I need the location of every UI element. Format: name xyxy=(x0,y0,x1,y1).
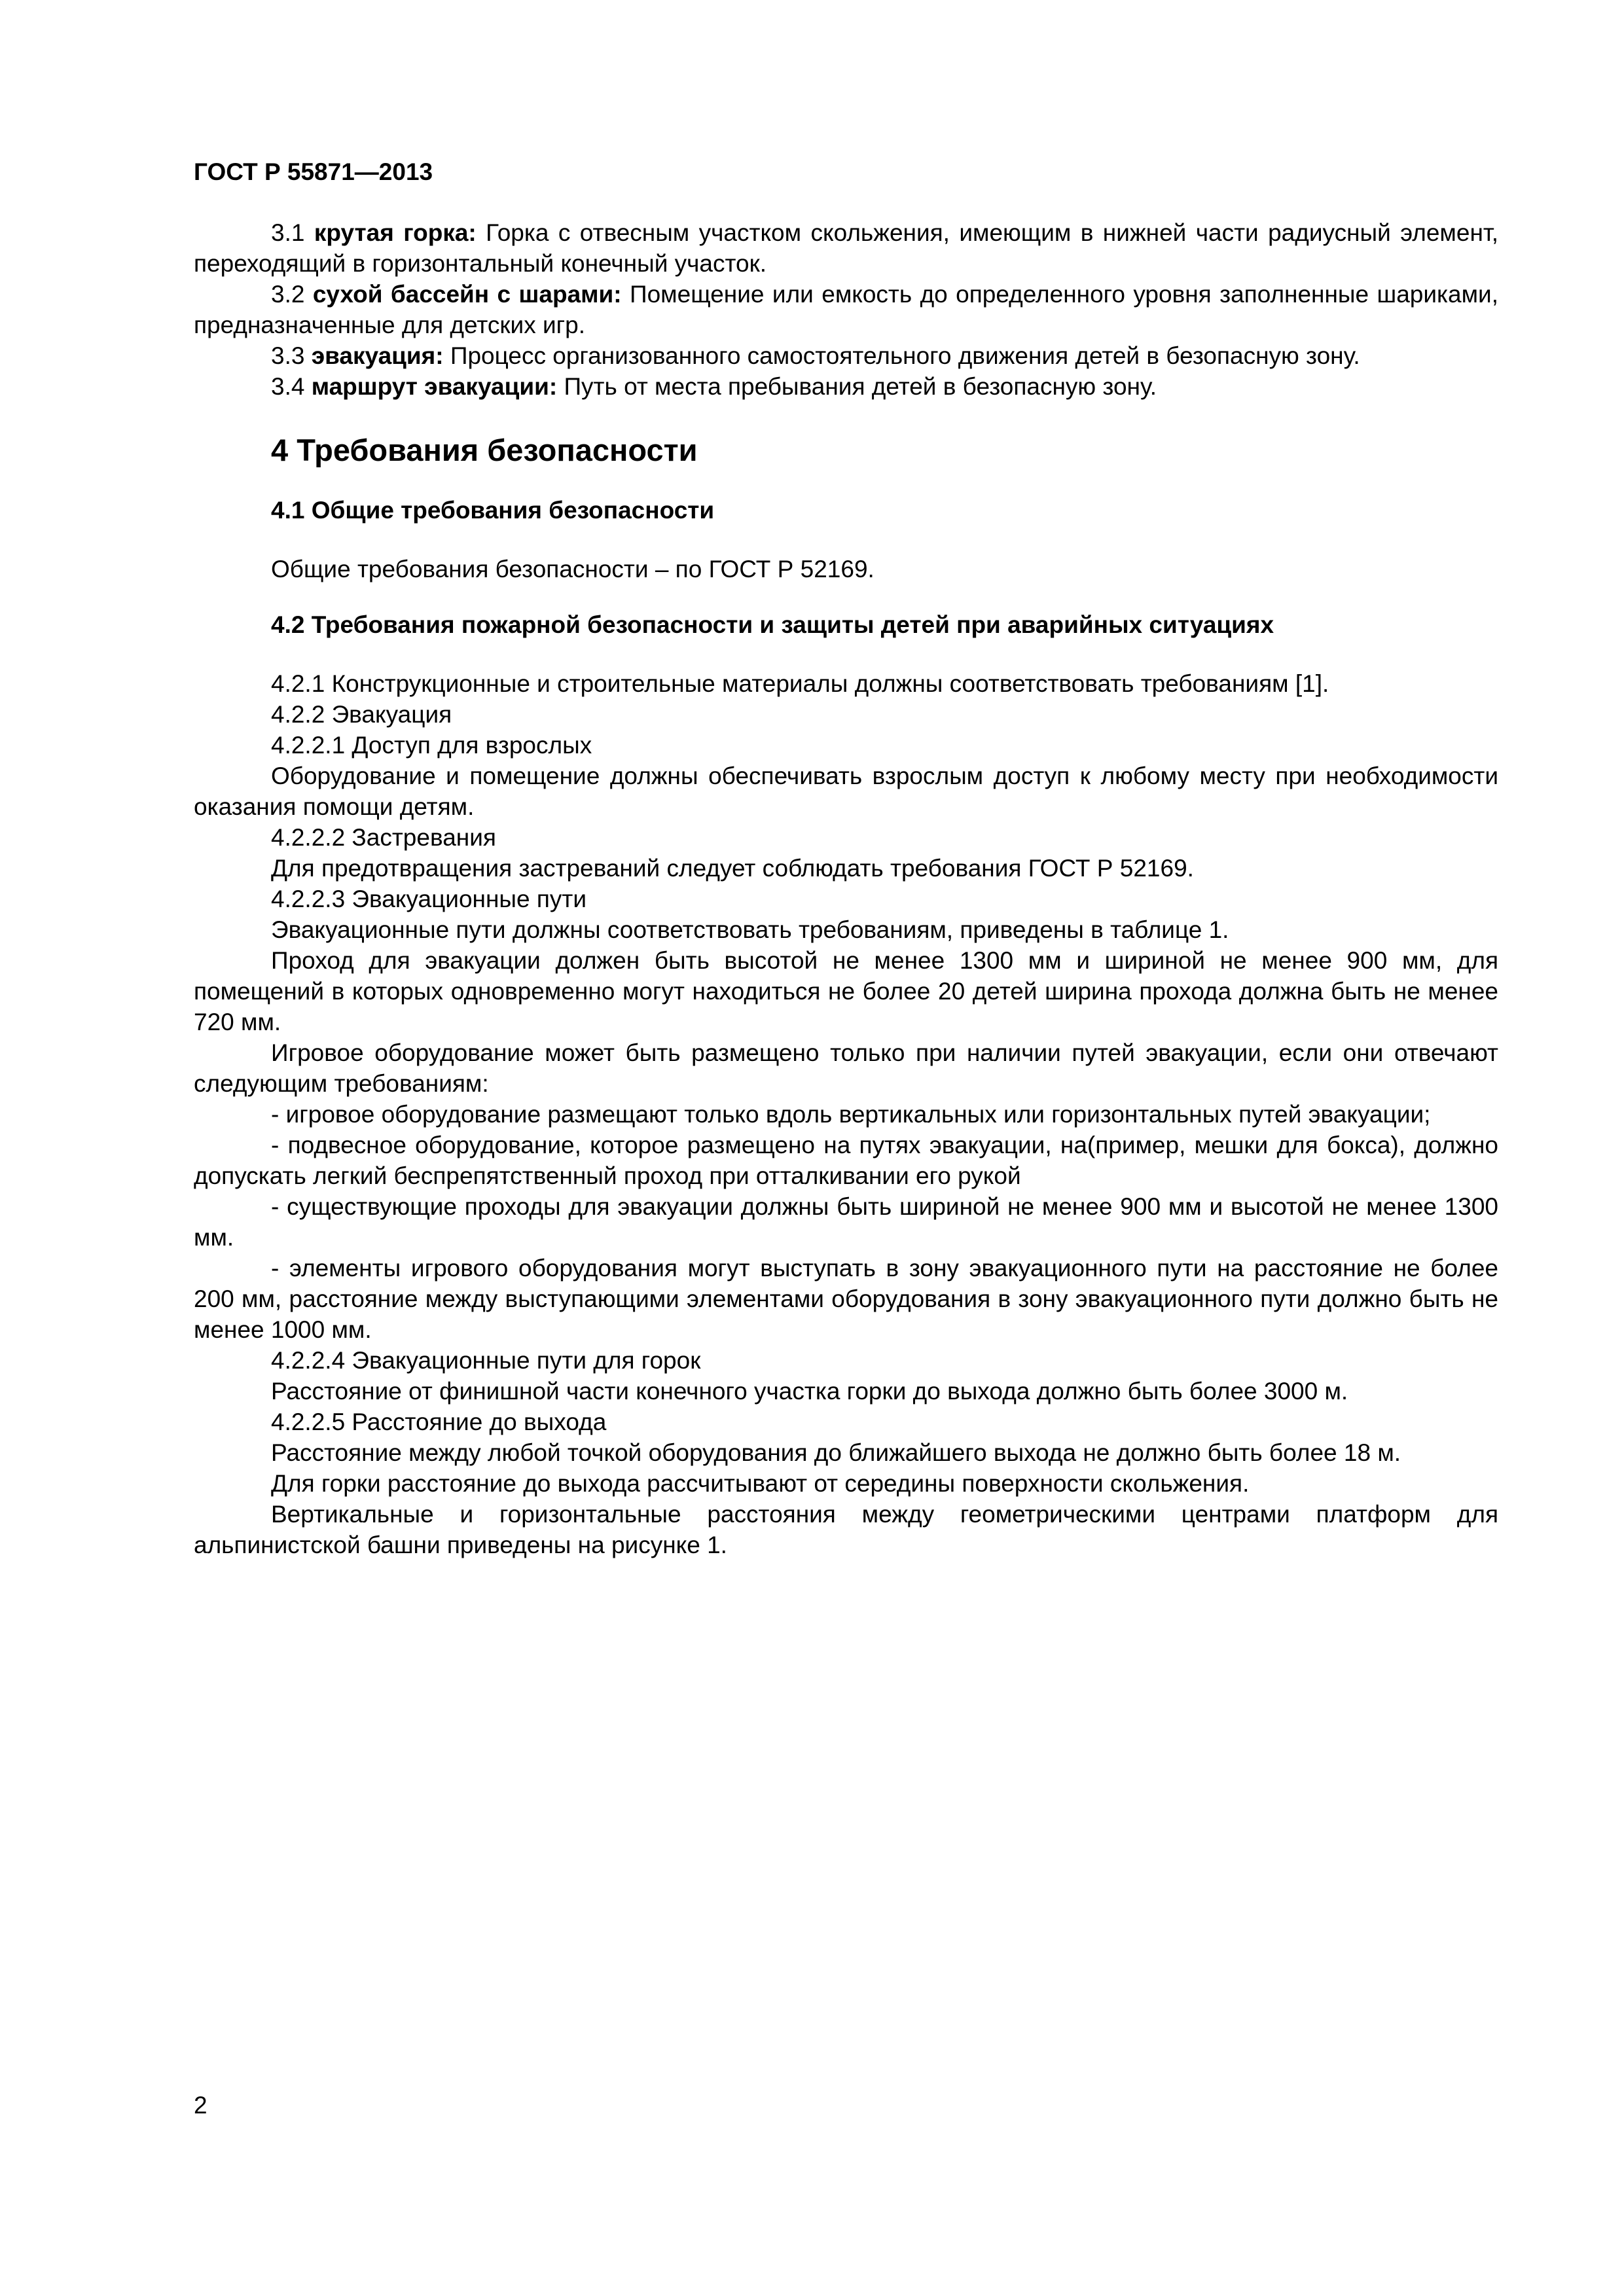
term-definition: Путь от места пребывания детей в безопасную зону. xyxy=(557,373,1157,400)
paragraph-4-2-2-2: 4.2.2.2 Застревания xyxy=(271,824,496,851)
term-3-1 xyxy=(194,217,1498,279)
term-number: 3.4 xyxy=(271,373,312,400)
paragraph-4-2-2-3: 4.2.2.3 Эвакуационные пути xyxy=(271,886,587,912)
term-number: 3.1 xyxy=(271,219,314,246)
document-code-header: ГОСТ Р 55871—2013 xyxy=(194,158,433,185)
term-3-2 xyxy=(194,279,1498,340)
list-item: - подвесное оборудование, которое размещено на путях эвакуации, на(пример, мешки для бокса), должно допускать легкий беспрепятственный проход при отталкивании его рукой xyxy=(194,1132,1498,1189)
document-body xyxy=(194,217,1498,1560)
term-3-3 xyxy=(194,340,1498,371)
term-number: 3.2 xyxy=(271,281,313,308)
paragraph-text: Вертикальные и горизонтальные расстояния между геометрическими центрами платформ для альпинистской башни приведены на рисунке 1. xyxy=(194,1501,1498,1558)
paragraph-text: Эвакуационные пути должны соответствовать требованиям, приведены в таблице 1. xyxy=(271,916,1229,943)
section-4-1-text: Общие требования безопасности – по ГОСТ Р 52169. xyxy=(271,556,875,583)
paragraph-text: Расстояние между любой точкой оборудования до ближайшего выхода не должно быть более 18 м. xyxy=(271,1439,1401,1466)
section-4-2-heading: 4.2 Требования пожарной безопасности и защиты детей при аварийных ситуациях xyxy=(271,611,1274,638)
paragraph-text: Для предотвращения застреваний следует соблюдать требования ГОСТ Р 52169. xyxy=(271,855,1194,882)
paragraph-text: Проход для эвакуации должен быть высотой не менее 1300 мм и шириной не менее 900 мм, для помещений в которых одновременно могут находиться не более 20 детей ширина прохода должна быть не менее 720 мм. xyxy=(194,947,1498,1035)
paragraph-text: Расстояние от финишной части конечного участка горки до выхода должно быть более 3000 м. xyxy=(271,1378,1348,1405)
term-name: крутая горка: xyxy=(314,219,477,246)
term-definition: Помещение или емкость до определенного уровня заполненные шариками, предназначенные для детских игр. xyxy=(194,281,1498,338)
section-4-1-heading: 4.1 Общие требования безопасности xyxy=(271,497,715,524)
paragraph-4-2-2: 4.2.2 Эвакуация xyxy=(271,701,452,728)
term-definition: Горка с отвесным участком скольжения, имеющим в нижней части радиусный элемент, переходящий в горизонтальный конечный участок. xyxy=(194,219,1498,277)
paragraph-text: Оборудование и помещение должны обеспечивать взрослым доступ к любому месту при необходимости оказания помощи детям. xyxy=(194,762,1498,820)
term-3-4 xyxy=(194,371,1498,402)
paragraph-4-2-2-4: 4.2.2.4 Эвакуационные пути для горок xyxy=(271,1347,701,1374)
paragraph-text: Игровое оборудование может быть размещено только при наличии путей эвакуации, если они отвечают следующим требованиям: xyxy=(194,1039,1498,1097)
term-name: эвакуация: xyxy=(311,342,444,369)
paragraph-4-2-2-1: 4.2.2.1 Доступ для взрослых xyxy=(271,732,592,759)
paragraph-text: Для горки расстояние до выхода рассчитывают от середины поверхности скольжения. xyxy=(271,1470,1250,1497)
list-item: - элементы игрового оборудования могут выступать в зону эвакуационного пути на расстояние не более 200 мм, расстояние между выступающими элементами оборудования в зону эвакуационного пути должно быть не менее 1000 мм. xyxy=(194,1255,1498,1343)
paragraph-4-2-2-5: 4.2.2.5 Расстояние до выхода xyxy=(271,1408,607,1435)
term-number: 3.3 xyxy=(271,342,312,369)
list-item: - игровое оборудование размещают только вдоль вертикальных или горизонтальных путей эвакуации; xyxy=(271,1101,1431,1128)
paragraph-4-2-1: 4.2.1 Конструкционные и строительные материалы должны соответствовать требованиям [1]. xyxy=(271,670,1329,697)
term-name: маршрут эвакуации: xyxy=(311,373,558,400)
page-number: 2 xyxy=(194,2092,208,2119)
list-item: - существующие проходы для эвакуации должны быть шириной не менее 900 мм и высотой не менее 1300 мм. xyxy=(194,1193,1498,1251)
term-definition: Процесс организованного самостоятельного движения детей в безопасную зону. xyxy=(443,342,1360,369)
term-name: сухой бассейн с шарами: xyxy=(312,281,622,308)
section-4-heading: 4 Требования безопасности xyxy=(271,433,698,467)
